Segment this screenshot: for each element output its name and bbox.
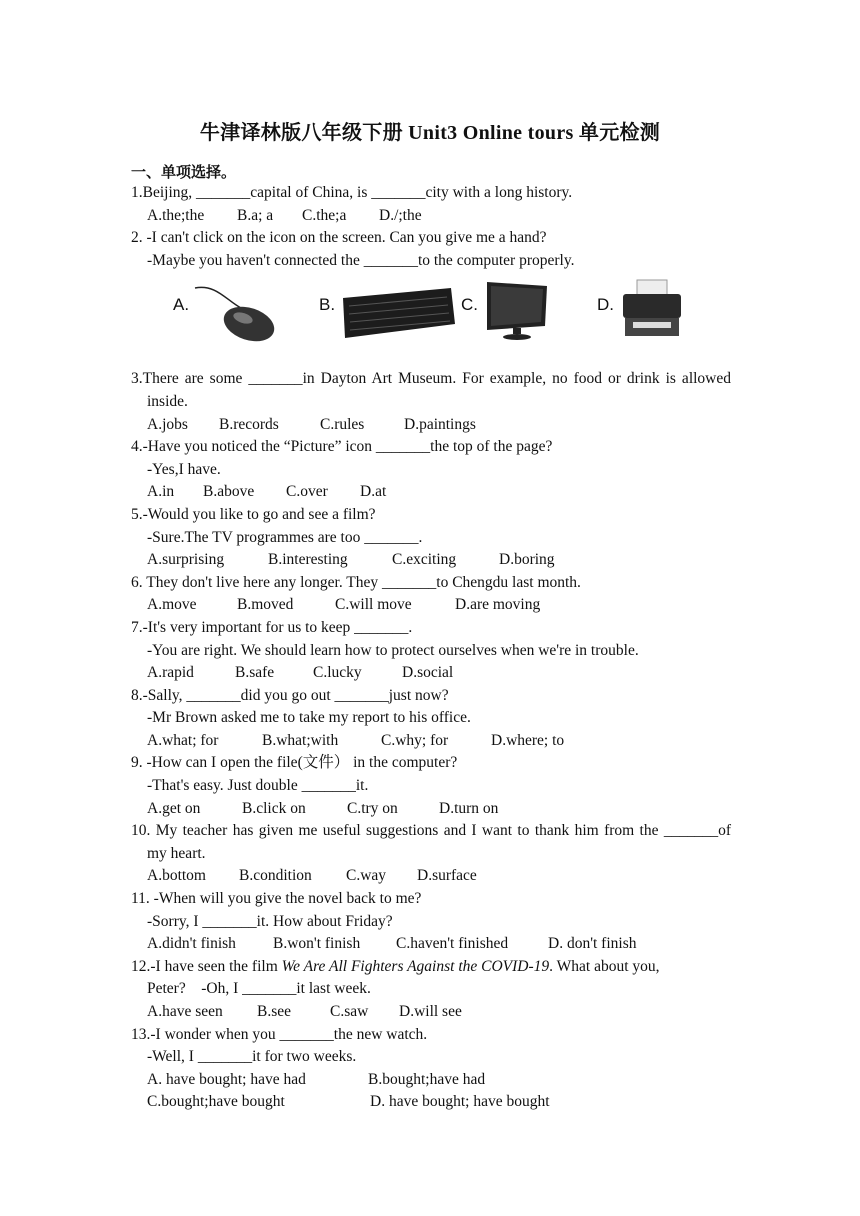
option-b: B.safe: [235, 664, 275, 682]
option-d: D./;the: [379, 206, 422, 224]
option-c: C.will move: [335, 596, 412, 614]
option-d: D.paintings: [404, 415, 476, 433]
options-row: [131, 594, 731, 617]
question-text-part: 12.-I have seen the film: [131, 957, 282, 975]
options-row: [131, 205, 731, 228]
question-text: -You are right. We should learn how to protect ourselves when we're in trouble.: [147, 641, 639, 659]
page-title: 牛津译林版八年级下册 Unit3 Online tours 单元检测: [199, 122, 661, 144]
option-c: C.lucky: [313, 664, 362, 682]
mouse-icon: [191, 282, 281, 350]
option-b: B.a; a: [237, 206, 274, 224]
options-row: [131, 481, 731, 504]
question-text: -Maybe you haven't connected the _______to the computer properly.: [147, 251, 575, 269]
option-d: D.are moving: [455, 596, 541, 614]
option-a: A.get on: [147, 799, 201, 817]
option-b: B.click on: [242, 799, 306, 817]
question-text: [131, 956, 731, 979]
option-c: C.why; for: [381, 731, 449, 749]
option-a: A.didn't finish: [147, 935, 236, 953]
options-row: [131, 1091, 731, 1114]
option-d: D.will see: [399, 1003, 462, 1020]
question-text: 6. They don't live here any longer. They _______to Chengdu last month.: [131, 573, 581, 591]
option-a: A. have bought; have had: [147, 1070, 306, 1088]
question-9: [131, 752, 731, 820]
question-text: 9. -How can I open the file(文件） in the computer?: [131, 754, 458, 772]
question-1: [131, 182, 731, 227]
monitor-icon: [483, 278, 551, 342]
option-c: C.over: [286, 483, 328, 501]
question-text: -Mr Brown asked me to take my report to his office.: [147, 709, 471, 727]
question-6: [131, 572, 731, 617]
question-4: [131, 436, 731, 504]
option-d: D. don't finish: [548, 935, 637, 953]
question-text-part: . What about you,: [549, 957, 660, 975]
question-3: [131, 368, 731, 436]
question-text: Peter? -Oh, I _______it last week.: [147, 980, 371, 998]
question-13: [131, 1024, 731, 1114]
option-c: C.exciting: [392, 551, 457, 569]
section-heading: 一、单项选择。: [131, 165, 237, 181]
option-c: C.rules: [320, 415, 365, 433]
question-text: -Yes,I have.: [147, 460, 221, 478]
option-a: A.move: [147, 596, 197, 614]
question-10: [131, 820, 731, 888]
question-text: 7.-It's very important for us to keep _______.: [131, 618, 413, 636]
option-c: C.the;a: [302, 206, 347, 224]
question-text: -That's easy. Just double _______it.: [147, 777, 369, 795]
printer-icon: [619, 276, 685, 342]
options-row: [131, 730, 731, 753]
question-text: 3.There are some _______in Dayton Art Museum. For example, no food or drink is allowed inside.: [131, 370, 731, 410]
option-d: D.turn on: [439, 799, 499, 817]
option-d: D.social: [402, 664, 454, 682]
option-d: D. have bought; have bought: [370, 1093, 550, 1111]
question-text: 13.-I wonder when you _______the new watch.: [131, 1025, 428, 1043]
option-a: A.surprising: [147, 551, 225, 569]
option-a: A.jobs: [147, 415, 188, 433]
options-row: [131, 549, 731, 572]
option-b: B.above: [203, 483, 255, 501]
option-c: C.haven't finished: [396, 935, 509, 953]
options-row: [131, 414, 731, 437]
keyboard-icon: [339, 284, 457, 340]
question-text: -Well, I _______it for two weeks.: [147, 1048, 357, 1066]
question-text: 2. -I can't click on the icon on the screen. Can you give me a hand?: [131, 229, 547, 247]
image-label-a: A.: [173, 295, 190, 315]
question-text: 5.-Would you like to go and see a film?: [131, 505, 376, 523]
question-text: 8.-Sally, _______did you go out _______just now?: [131, 686, 449, 704]
option-a: A.the;the: [147, 206, 205, 224]
image-label-d: D.: [597, 295, 614, 315]
film-title: We Are All Fighters Against the COVID-19: [281, 957, 550, 975]
option-c: C.bought;have bought: [147, 1093, 285, 1111]
options-row: [131, 933, 731, 956]
question-11: [131, 888, 731, 956]
options-row: [131, 1069, 731, 1092]
option-b: B.condition: [239, 867, 312, 885]
question-list: [131, 182, 731, 1114]
option-b: B.see: [257, 1003, 292, 1020]
option-a: A.rapid: [147, 664, 194, 682]
question-text: 11. -When will you give the novel back to me?: [131, 890, 422, 908]
question-7: [131, 617, 731, 685]
option-a: A.have seen: [147, 1003, 223, 1020]
device-images: [131, 276, 731, 366]
question-text: 4.-Have you noticed the “Picture” icon _______the top of the page?: [131, 438, 553, 456]
question-text: -Sorry, I _______it. How about Friday?: [147, 912, 393, 930]
options-row: [131, 662, 731, 685]
image-label-c: C.: [461, 295, 478, 315]
option-d: D.at: [360, 483, 387, 501]
option-b: B.interesting: [268, 551, 348, 569]
option-a: A.bottom: [147, 867, 206, 885]
option-b: B.bought;have had: [368, 1070, 486, 1088]
option-d: D.boring: [499, 551, 555, 569]
option-a: A.in: [147, 483, 175, 501]
option-b: B.what;with: [262, 731, 339, 749]
question-text: -Sure.The TV programmes are too _______.: [147, 528, 423, 546]
question-text: 1.Beijing, _______capital of China, is _______city with a long history.: [131, 184, 573, 201]
options-row: [131, 798, 731, 821]
option-b: B.records: [219, 415, 279, 433]
option-b: B.won't finish: [273, 935, 361, 953]
option-b: B.moved: [237, 596, 294, 614]
option-d: D.where; to: [491, 731, 565, 749]
options-row: [131, 865, 731, 888]
option-a: A.what; for: [147, 731, 219, 749]
option-d: D.surface: [417, 867, 477, 885]
option-c: C.try on: [347, 799, 398, 817]
question-2: [131, 227, 731, 366]
option-c: C.way: [346, 867, 387, 885]
question-text: 10. My teacher has given me useful suggestions and I want to thank him from the _______of my heart.: [131, 822, 731, 862]
options-row: [131, 1001, 731, 1024]
image-label-b: B.: [319, 295, 336, 315]
question-5: [131, 504, 731, 572]
question-8: [131, 685, 731, 753]
question-12: [131, 956, 731, 1024]
option-c: C.saw: [330, 1003, 369, 1020]
